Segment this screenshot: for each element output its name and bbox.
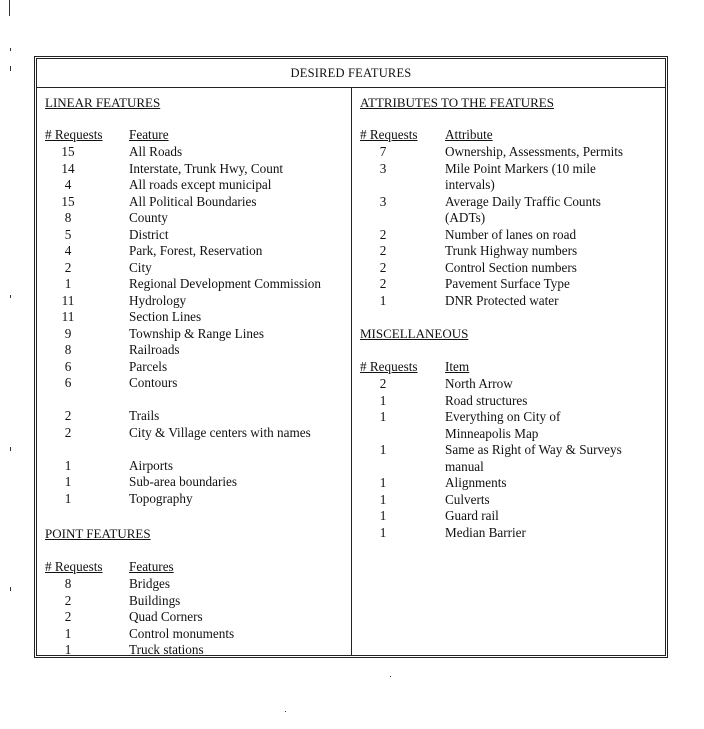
table-row [37, 642, 665, 658]
request-count: 8 [64, 576, 72, 591]
item-label: Control monuments [129, 625, 235, 641]
item-label: Alignments [445, 475, 507, 490]
item-label: Guard rail [445, 508, 499, 523]
table-row [37, 409, 665, 425]
table-row [37, 458, 665, 474]
request-count: 1 [64, 490, 72, 506]
table-row [37, 293, 665, 309]
item-label: Park, Forest, Reservation [129, 243, 263, 258]
request-count: 2 [64, 609, 72, 624]
request-count: 2 [379, 376, 387, 391]
request-count: 1 [379, 292, 387, 308]
table-row [37, 393, 665, 409]
request-count: 2 [64, 259, 72, 275]
request-count: 11 [61, 309, 75, 324]
request-count: 3 [379, 160, 387, 176]
item-label: Ownership, Assessments, Permits [445, 144, 624, 159]
linear-heading: LINEAR FEATURES [45, 95, 161, 110]
request-count: 3 [379, 193, 387, 209]
scan-mark [9, 0, 10, 16]
request-count: 1 [64, 642, 72, 657]
table-row [37, 609, 665, 625]
request-count: 15 [61, 144, 75, 159]
table-row [37, 442, 665, 458]
table-row [37, 326, 665, 342]
item-label: Regional Development Commission [129, 276, 321, 291]
attributes-heading: ATTRIBUTES TO THE FEATURES [360, 95, 554, 110]
requests-column-header: # Requests [45, 559, 103, 574]
scan-mark [10, 295, 11, 298]
table-row [37, 144, 665, 160]
request-count: 1 [64, 457, 72, 473]
item-label-continued: (ADTs) [445, 210, 486, 225]
item-label: Everything on City of [445, 409, 561, 424]
item-label: Mile Point Markers (10 mile [445, 160, 596, 176]
request-count: 5 [64, 226, 72, 242]
request-count: 2 [379, 226, 387, 242]
table-row [37, 276, 665, 292]
item-label: Buildings [129, 592, 181, 608]
table-row [37, 177, 665, 193]
table-row [37, 194, 665, 210]
request-count: 4 [64, 177, 72, 192]
request-count: 15 [61, 193, 75, 209]
item-label: Quad Corners [129, 609, 203, 624]
request-count: 1 [64, 276, 72, 291]
table-row [37, 342, 665, 358]
table-row [37, 260, 665, 276]
item-label: Interstate, Trunk Hwy, Count [129, 160, 284, 176]
request-count: 8 [64, 342, 72, 357]
item-label: County [129, 210, 168, 225]
item-column-header: Features [129, 559, 174, 574]
item-label: Contours [129, 375, 178, 390]
request-count: 1 [379, 442, 387, 457]
item-label-continued: manual [445, 458, 484, 474]
item-label: Control Section numbers [445, 259, 577, 275]
item-label-continued: intervals) [445, 177, 495, 192]
desired-features-table [34, 56, 668, 658]
request-count: 1 [379, 508, 387, 523]
request-count: 1 [64, 625, 72, 641]
item-label: Parcels [129, 358, 168, 374]
request-count: 7 [379, 144, 387, 159]
item-label: Number of lanes on road [445, 226, 577, 242]
item-column-header: Item [445, 359, 470, 374]
request-count: 6 [64, 375, 72, 390]
item-label: Trails [129, 408, 160, 423]
item-label: City [129, 259, 152, 275]
item-label: Culverts [445, 491, 490, 507]
request-count: 4 [64, 243, 72, 258]
misc-heading: MISCELLANEOUS [360, 326, 469, 341]
request-count: 1 [379, 475, 387, 490]
request-count: 2 [379, 276, 387, 291]
request-count: 2 [64, 408, 72, 423]
request-count: 2 [64, 424, 72, 440]
item-label: Same as Right of Way & Surveys [445, 442, 622, 457]
item-label: Topography [129, 490, 193, 506]
request-count: 1 [379, 392, 387, 408]
item-column-header: Attribute [445, 127, 493, 142]
table-row [37, 227, 665, 243]
item-label: Median Barrier [445, 524, 526, 540]
item-label: Truck stations [129, 642, 204, 657]
request-count: 2 [379, 259, 387, 275]
requests-column-header: # Requests [45, 127, 103, 142]
item-label: Township & Range Lines [129, 325, 264, 341]
request-count: 1 [379, 409, 387, 424]
item-label: Trunk Highway numbers [445, 243, 578, 258]
item-label: Sub-area boundaries [129, 474, 238, 489]
item-label: All roads except municipal [129, 177, 272, 192]
attributes-column-headers [37, 127, 665, 143]
scan-mark [390, 676, 391, 677]
scan-mark [10, 447, 11, 451]
scan-mark [10, 587, 11, 591]
table-row [37, 309, 665, 325]
scan-mark [10, 48, 11, 51]
table-row [37, 376, 665, 392]
item-label-continued: Minneapolis Map [445, 425, 539, 441]
table-row [37, 161, 665, 177]
request-count: 9 [64, 325, 72, 341]
table-row [37, 492, 665, 508]
point-column-headers [37, 559, 665, 575]
item-label: Section Lines [129, 309, 202, 324]
request-count: 2 [64, 592, 72, 608]
scan-mark [10, 66, 11, 71]
table-row [37, 576, 665, 592]
table-row [37, 425, 665, 441]
request-count: 11 [61, 292, 75, 308]
request-count: 14 [61, 160, 75, 176]
request-count: 2 [379, 243, 387, 258]
item-label: Hydrology [129, 292, 187, 308]
misc-column-headers [37, 359, 665, 375]
request-count: 1 [379, 524, 387, 540]
table-row [37, 475, 665, 491]
requests-column-header: # Requests [360, 359, 418, 374]
item-label: All Political Boundaries [129, 193, 257, 209]
scan-mark [285, 711, 286, 712]
item-label: City & Village centers with names [129, 424, 311, 440]
item-column-header: Feature [129, 127, 169, 142]
item-label: Pavement Surface Type [445, 276, 570, 291]
table-row [37, 508, 665, 524]
table-row [37, 243, 665, 259]
item-label: North Arrow [445, 376, 513, 391]
table-title: DESIRED FEATURES [290, 66, 412, 80]
table-row [37, 525, 665, 541]
requests-column-header: # Requests [360, 127, 418, 142]
item-label: Railroads [129, 342, 180, 357]
point-heading: POINT FEATURES [45, 526, 151, 541]
item-label: All Roads [129, 144, 183, 159]
table-row [37, 210, 665, 226]
item-label: DNR Protected water [445, 292, 559, 308]
item-label: Airports [129, 457, 173, 473]
request-count: 1 [64, 474, 72, 489]
item-label: Average Daily Traffic Counts [445, 193, 601, 209]
table-row [37, 626, 665, 642]
request-count: 1 [379, 491, 387, 507]
request-count: 8 [64, 210, 72, 225]
item-label: Bridges [129, 576, 171, 591]
request-count: 6 [64, 358, 72, 374]
item-label: District [129, 226, 169, 242]
item-label: Road structures [445, 392, 528, 408]
table-row [37, 593, 665, 609]
